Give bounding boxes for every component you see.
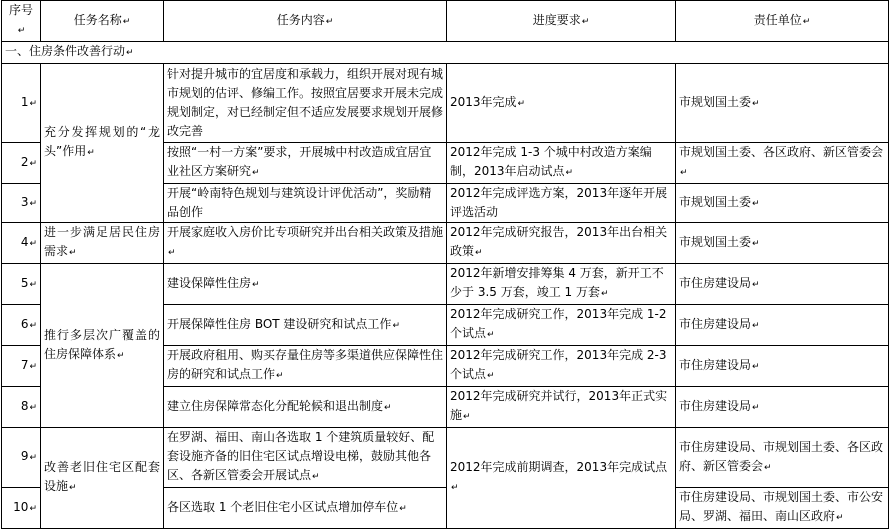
progress-requirement: 2013年完成 ↵ xyxy=(447,64,676,143)
responsible-unit: 市规划国土委 ↵ xyxy=(676,184,889,223)
task-name: 充分发挥规划的“龙头”作用 ↵ xyxy=(41,64,164,223)
progress-requirement: 2012年新增安排筹集 4 万套，新开工不少于 3.5 万套，竣工 1 万套 ↵ xyxy=(447,264,676,305)
task-content: 按照“一村一方案”要求，开展城中村改造成宜居宜业社区方案研究 ↵ xyxy=(164,143,447,184)
header-cell-progress: 进度要求 ↵ xyxy=(447,1,676,42)
header-cell-unit: 责任单位 ↵ xyxy=(676,1,889,42)
row-number: 2 ↵ xyxy=(2,143,41,184)
row-number: 4 ↵ xyxy=(2,223,41,264)
task-content: 针对提升城市的宜居度和承载力，组织开展对现有城市规划的估评、修编工作。按照宜居要求开展未完成规划制定，对已经制定但不适应发展要求规划开展修改完善 xyxy=(164,64,447,143)
row-number: 9 ↵ xyxy=(2,428,41,488)
header-row xyxy=(2,1,889,42)
responsible-unit: 市住房建设局、市规划国土委、市公安局、罗湖、福田、南山区政府 ↵ xyxy=(676,488,889,529)
progress-requirement: 2012年完成研究工作，2013年完成 2-3 个试点 ↵ xyxy=(447,346,676,387)
row-number: 7 ↵ xyxy=(2,346,41,387)
responsible-unit: 市住房建设局 ↵ xyxy=(676,387,889,428)
progress-requirement: 2012年完成评选方案，2013年逐年开展评选活动 xyxy=(447,184,676,223)
progress-requirement: 2012年完成前期调查，2013年完成试点 ↵ xyxy=(447,428,676,529)
section-title: 一、住房条件改善行动 ↵ xyxy=(2,42,889,64)
progress-requirement: 2012年完成研究工作，2013年完成 1-2 个试点 ↵ xyxy=(447,305,676,346)
task-content: 开展政府租用、购买存量住房等多渠道供应保障性住房的研究和试点工作 ↵ xyxy=(164,346,447,387)
task-content: 在罗湖、福田、南山各选取 1 个建筑质量较好、配套设施齐备的旧住宅区试点增设电梯，鼓励其他各区、各新区管委会开展试点 ↵ xyxy=(164,428,447,488)
task-content: 建设保障性住房 ↵ xyxy=(164,264,447,305)
responsible-unit: 市住房建设局 ↵ xyxy=(676,305,889,346)
task-content: 开展保障性住房 BOT 建设研究和试点工作 ↵ xyxy=(164,305,447,346)
row-number: 1 ↵ xyxy=(2,64,41,143)
table-row xyxy=(2,428,889,488)
progress-requirement: 2012年完成 1-3 个城中村改造方案编制，2013年启动试点 ↵ xyxy=(447,143,676,184)
task-name: 进一步满足居民住房需求 ↵ xyxy=(41,223,164,264)
row-number: 3 ↵ xyxy=(2,184,41,223)
row-number: 10 ↵ xyxy=(2,488,41,529)
row-number: 6 ↵ xyxy=(2,305,41,346)
table-row xyxy=(2,64,889,143)
table-row xyxy=(2,264,889,305)
task-table xyxy=(1,0,889,529)
task-content: 建立住房保障常态化分配轮候和退出制度 ↵ xyxy=(164,387,447,428)
responsible-unit: 市规划国土委、各区政府、新区管委会 ↵ xyxy=(676,143,889,184)
progress-requirement: 2012年完成研究报告，2013年出台相关政策 ↵ xyxy=(447,223,676,264)
table-row xyxy=(2,223,889,264)
task-name: 改善老旧住宅区配套设施 ↵ xyxy=(41,428,164,529)
responsible-unit: 市住房建设局、市规划国土委、各区政府、新区管委会 ↵ xyxy=(676,428,889,488)
task-content: 开展“岭南特色规划与建筑设计评优活动”，奖励精品创作 xyxy=(164,184,447,223)
responsible-unit: 市规划国土委 ↵ xyxy=(676,64,889,143)
row-number: 8 ↵ xyxy=(2,387,41,428)
header-cell-name: 任务名称 ↵ xyxy=(41,1,164,42)
task-content: 各区选取 1 个老旧住宅小区试点增加停车位 ↵ xyxy=(164,488,447,529)
progress-requirement: 2012年完成研究并试行，2013年正式实施 ↵ xyxy=(447,387,676,428)
task-name: 推行多层次广覆盖的住房保障体系 ↵ xyxy=(41,264,164,428)
header-cell-content: 任务内容 ↵ xyxy=(164,1,447,42)
section-row xyxy=(2,42,889,64)
responsible-unit: 市规划国土委 ↵ xyxy=(676,223,889,264)
responsible-unit: 市住房建设局 ↵ xyxy=(676,346,889,387)
header-cell-no: 序号 ↵ xyxy=(2,1,41,42)
task-content: 开展家庭收入房价比专项研究并出台相关政策及措施 ↵ xyxy=(164,223,447,264)
row-number: 5 ↵ xyxy=(2,264,41,305)
responsible-unit: 市住房建设局 ↵ xyxy=(676,264,889,305)
